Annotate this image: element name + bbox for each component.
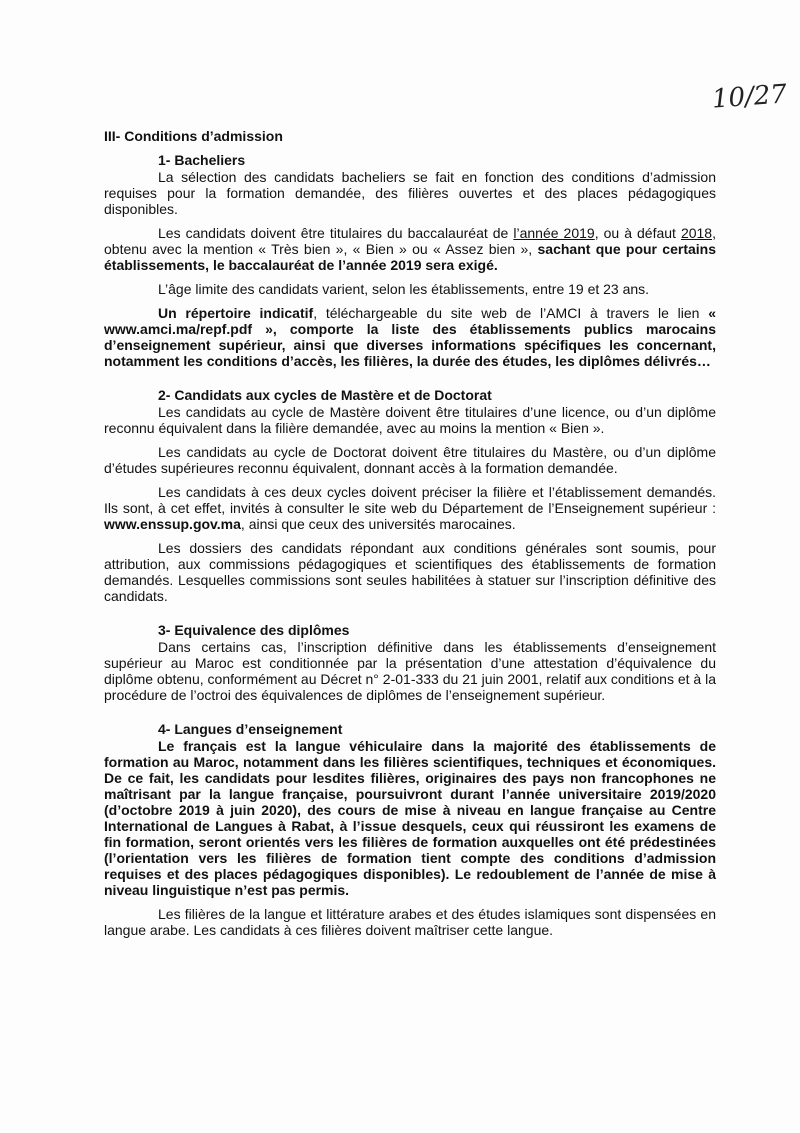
paragraph-repertoire: Un répertoire indicatif, téléchargeable du site web de l’AMCI à travers le lien « www.amci.ma/repf.pdf », comporte la liste des établissements publics marocains d’enseignement supérieur, ainsi que diverses informations spécifiques les concernant, notamment les conditions d’accès, les filières, la durée des études, les diplômes délivrés…: [104, 305, 717, 369]
section-langues: [104, 721, 716, 938]
paragraph-arabe: Les filières de la langue et littérature arabes et des études islamiques sont dispensées en langue arabe. Les candidats à ces filières doivent maîtriser cette langue.: [104, 906, 716, 938]
paragraph-site-web: Les candidats à ces deux cycles doivent préciser la filière et l’établissement demandés. Ils sont, à cet effet, invités à consulter le site web du Département de l’Enseignement supérieur : www.enssup.gov.ma, ainsi que ceux des universités marocaines.: [104, 484, 716, 532]
subsection-title-equivalence: 3- Equivalence des diplômes: [158, 622, 350, 638]
paragraph-francais: Le français est la langue véhiculaire dans la majorité des établissements de formation au Maroc, notamment dans les filières scientifiques, techniques et économiques. De ce fait, les candidats pour lesdites filières, originaires des pays non francophones ne maîtrisant par la langue française, poursuivront durant l’année universitaire 2019/2020 (d’octobre 2019 à juin 2020), des cours de mise à niveau en langue française au Centre International de Langues à Rabat, à l’issue desquels, ceux qui réussiront les examens de fin formation, seront orientés vers les filières de formation auxquelles ont été prédestinées (l’orientation vers les filières de formation tient compte des conditions d’admission requises et des places pédagogiques disponibles). Le redoublement de l’année de mise à niveau linguistique n’est pas permis.: [104, 738, 716, 898]
paragraph: Dans certains cas, l’inscription définitive dans les établissements d’enseignement supérieur au Maroc est conditionnée par la présentation d’une attestation d’équivalence du diplôme obtenu, conformément au Décret n° 2-01-333 du 21 juin 2001, relatif aux conditions et à la procédure de l’octroi des équivalences de diplômes de l’enseignement supérieur.: [104, 639, 716, 703]
section-mastere-doctorat: [104, 387, 716, 604]
section-title: III- Conditions d’admission: [104, 128, 283, 144]
page-number: 10/27: [711, 79, 788, 115]
subsection-title-bacheliers: 1- Bacheliers: [158, 152, 246, 168]
paragraph-baccalaureat: Les candidats doivent être titulaires du baccalauréat de l’année 2019, ou à défaut 2018, obtenu avec la mention « Très bien », « Bien » ou « Assez bien », sachant que pour certains établissements, le baccalauréat de l’année 2019 sera exigé.: [104, 225, 716, 273]
paragraph: Les candidats au cycle de Mastère doivent être titulaires d’une licence, ou d’un diplôme reconnu équivalent dans la filière demandée, avec au moins la mention « Bien ».: [104, 404, 716, 436]
section-bacheliers: [104, 152, 716, 369]
paragraph: La sélection des candidats bacheliers se fait en fonction des conditions d’admission requises pour la formation demandée, des filières ouvertes et des places pédagogiques disponibles.: [104, 169, 716, 217]
document-body: [104, 128, 716, 956]
paragraph: Les dossiers des candidats répondant aux conditions générales sont soumis, pour attribution, aux commissions pédagogiques et scientifiques des établissements de formation demandés. Lesquelles commissions sont seules habilitées à statuer sur l’inscription définitive des candidats.: [104, 540, 716, 604]
paragraph-age-limit: L’âge limite des candidats varient, selon les établissements, entre 19 et 23 ans.: [158, 281, 650, 297]
section-equivalence: [104, 622, 716, 703]
paragraph: Les candidats au cycle de Doctorat doivent être titulaires du Mastère, ou d’un diplôme d’études supérieures reconnu équivalent, donnant accès à la formation demandée.: [104, 444, 716, 476]
subsection-title-langues: 4- Langues d’enseignement: [158, 721, 343, 737]
subsection-title-mastere: 2- Candidats aux cycles de Mastère et de Doctorat: [158, 387, 492, 403]
